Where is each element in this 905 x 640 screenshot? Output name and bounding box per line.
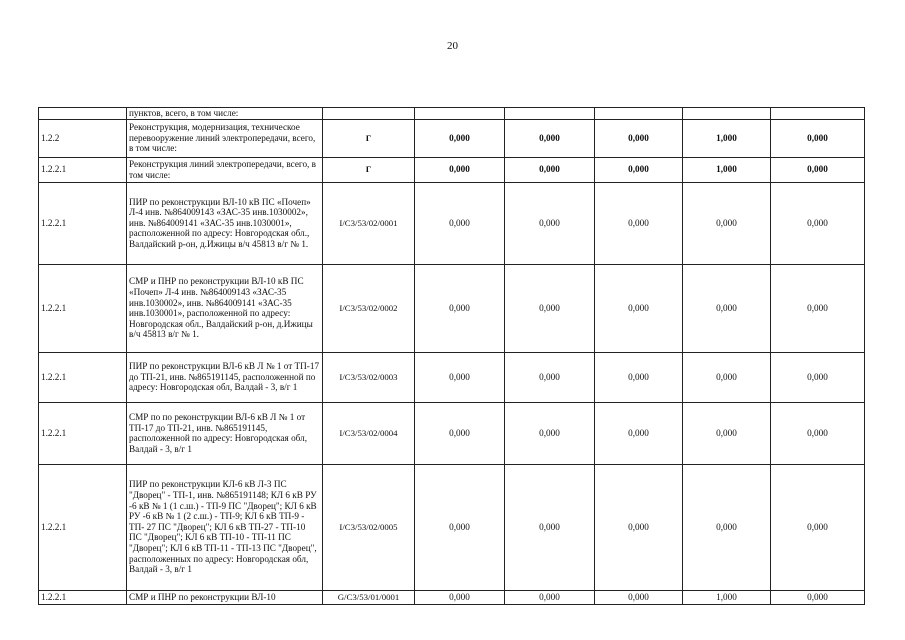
value-cell: 0,000 (415, 590, 505, 604)
value-cell: 0,000 (771, 182, 865, 264)
table-row (39, 464, 865, 590)
row-code: 1.2.2.1 (39, 402, 127, 464)
value-cell: 0,000 (505, 264, 595, 352)
table-row (39, 590, 865, 604)
row-identifier (323, 108, 415, 120)
row-identifier: I/C3/53/02/0002 (323, 264, 415, 352)
value-cell: 0,000 (505, 157, 595, 182)
investment-program-table (38, 107, 865, 605)
value-cell: 0,000 (595, 352, 683, 402)
row-code: 1.2.2.1 (39, 590, 127, 604)
value-cell: 0,000 (771, 352, 865, 402)
row-description: пунктов, всего, в том числе: (127, 108, 323, 120)
row-code (39, 108, 127, 120)
value-cell: 0,000 (595, 119, 683, 157)
row-identifier: I/C3/53/02/0001 (323, 182, 415, 264)
value-cell: 0,000 (683, 264, 771, 352)
row-code: 1.2.2.1 (39, 464, 127, 590)
row-description: ПИР по реконструкции КЛ-6 кВ Л-3 ПС "Дворец" - ТП-1, инв. №865191148; КЛ 6 кВ РУ -6 кВ № 1 (1 с.ш.) - ТП-9 ПС "Дворец"; КЛ 6 кВ РУ -6 кВ № 1 (2 с.ш.) - ТП-9; КЛ 6 кВ ТП-9 - ТП- 27 ПС "Дворец"; КЛ 6 кВ ТП-27 - ТП-10 ПС "Дворец"; КЛ 6 кВ ТП-10 - ТП-11 ПС "Дворец"; КЛ 6 кВ ТП-11 - ТП-13 ПС "Дворец", расположенных по адресу: Новгородская обл, Валдай - 3, в/г 1 (127, 464, 323, 590)
row-description: СМР по по реконструкции ВЛ-6 кВ Л № 1 от ТП-17 до ТП-21, инв. №865191145, расположенной по адресу: Новгородская обл, Валдай - 3, в/г 1 (127, 402, 323, 464)
value-cell: 1,000 (683, 590, 771, 604)
value-cell: 0,000 (771, 157, 865, 182)
value-cell: 0,000 (505, 402, 595, 464)
value-cell: 0,000 (505, 352, 595, 402)
page-number: 20 (447, 40, 458, 52)
row-identifier: I/C3/53/02/0004 (323, 402, 415, 464)
table-row (39, 352, 865, 402)
row-identifier: Г (323, 119, 415, 157)
row-identifier: Г (323, 157, 415, 182)
row-identifier: G/C3/53/01/0001 (323, 590, 415, 604)
value-cell: 0,000 (415, 352, 505, 402)
value-cell (415, 108, 505, 120)
value-cell: 0,000 (415, 157, 505, 182)
value-cell: 0,000 (505, 590, 595, 604)
row-description: ПИР по реконструкции ВЛ-6 кВ Л № 1 от ТП-17 до ТП-21, инв. №865191145, расположенной по адресу: Новгородская обл, Валдай - 3, в/г 1 (127, 352, 323, 402)
row-code: 1.2.2.1 (39, 182, 127, 264)
value-cell: 0,000 (683, 352, 771, 402)
value-cell: 0,000 (595, 264, 683, 352)
row-code: 1.2.2.1 (39, 157, 127, 182)
row-identifier: I/C3/53/02/0005 (323, 464, 415, 590)
row-description: СМР и ПНР по реконструкции ВЛ-10 кВ ПС «Почеп» Л-4 инв. №864009143 «ЗАС-35 инв.1030002», инв. №864009141 «ЗАС-35 инв.1030001», расположенной по адресу: Новгородская обл., Валдайский р-он, д.Ижицы в/ч 45813 в/г № 1. (127, 264, 323, 352)
value-cell: 1,000 (683, 157, 771, 182)
value-cell: 0,000 (771, 119, 865, 157)
row-identifier: I/C3/53/02/0003 (323, 352, 415, 402)
row-code: 1.2.2 (39, 119, 127, 157)
row-description: Реконструкция линий электропередачи, всего, в том числе: (127, 157, 323, 182)
table-row (39, 108, 865, 120)
value-cell: 0,000 (595, 402, 683, 464)
value-cell: 0,000 (415, 264, 505, 352)
value-cell: 0,000 (415, 182, 505, 264)
table-row (39, 157, 865, 182)
table-row (39, 264, 865, 352)
row-description: СМР и ПНР по реконструкции ВЛ-10 (127, 590, 323, 604)
value-cell: 0,000 (415, 119, 505, 157)
row-code: 1.2.2.1 (39, 352, 127, 402)
table-row (39, 182, 865, 264)
row-description: Реконструкция, модернизация, техническое перевооружение линий электропередачи, всего, в том числе: (127, 119, 323, 157)
value-cell: 0,000 (595, 157, 683, 182)
value-cell (595, 108, 683, 120)
value-cell: 0,000 (505, 182, 595, 264)
value-cell: 0,000 (771, 264, 865, 352)
row-code: 1.2.2.1 (39, 264, 127, 352)
value-cell: 0,000 (683, 182, 771, 264)
value-cell (771, 108, 865, 120)
row-description: ПИР по реконструкции ВЛ-10 кВ ПС «Почеп» Л-4 инв. №864009143 «ЗАС-35 инв.1030002», инв. №864009141 «ЗАС-35 инв.1030001», расположенной по адресу: Новгородская обл., Валдайский р-он, д.Ижицы в/ч 45813 в/г № 1. (127, 182, 323, 264)
value-cell: 0,000 (505, 464, 595, 590)
value-cell: 0,000 (683, 402, 771, 464)
value-cell (683, 108, 771, 120)
value-cell: 0,000 (683, 464, 771, 590)
value-cell: 1,000 (683, 119, 771, 157)
table-row (39, 402, 865, 464)
value-cell: 0,000 (595, 182, 683, 264)
value-cell: 0,000 (415, 464, 505, 590)
value-cell: 0,000 (771, 590, 865, 604)
value-cell: 0,000 (771, 464, 865, 590)
value-cell (505, 108, 595, 120)
value-cell: 0,000 (771, 402, 865, 464)
value-cell: 0,000 (415, 402, 505, 464)
value-cell: 0,000 (595, 464, 683, 590)
table-row (39, 119, 865, 157)
value-cell: 0,000 (595, 590, 683, 604)
value-cell: 0,000 (505, 119, 595, 157)
